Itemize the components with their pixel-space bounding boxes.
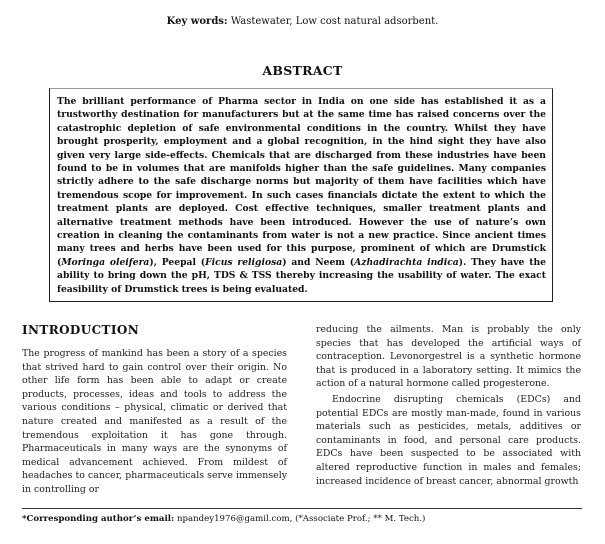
footnote-text: npandey1976@gamil.com, (*Associate Prof.; ** M. Tech.)	[176, 514, 426, 524]
species-moringa: Moringa oleifera	[61, 256, 150, 268]
abstract-title: ABSTRACT	[262, 63, 343, 78]
abstract-part-4: ). They have the ability to bring down the pH, TDS & TSS thereby increasing the usability of water. The exact feasibility of Drumstick trees is being evaluated.	[57, 256, 546, 295]
intro-right-paragraph-1: reducing the ailments. Man is probably the only species that has developed the artificial ways of contraception. Levonorgestrel is a synthetic hormone that is produced in a laboratory setting. It mimics the action of a natural hormone called progesterone.	[316, 324, 581, 390]
abstract-part-3: ) and Neem (	[282, 256, 355, 268]
abstract-part-1: The brilliant performance of Pharma sector in India on one side has established it as a trustworthy destination for manufacturers but at the same time has raised concerns over the catastrophic depletion of safe environmental conditions in the country. Whilst they have brought prosperity, employment and a global recognition, in the hind sight they have also given very large side-effects. Chemicals that are discharged from these industries have been found to be in volumes that are manifolds higher than the safe guidelines. Many companies strictly adhere to the safe discharge norms but majority of them have facilities which have tremendous scope for improvement. In such cases financials dictate the extent to which the treatment plants are deployed. Cost effective techniques, smaller treatment plants and alternative treatment methods have been introduced. However the use of nature’s own creation in cleaning the contaminants from water is not a new practice. Since ancient times many trees and herbs have been used for this purpose, prominent of which are Drumstick (	[57, 96, 546, 268]
abstract-text	[57, 95, 546, 296]
keywords-text: Wastewater, Low cost natural adsorbent.	[230, 16, 439, 27]
intro-right-paragraph-2: Endocrine disrupting chemicals (EDCs) and potential EDCs are mostly man-made, found in various materials such as pesticides, metals, additives or contaminants in food, and personal care products. EDCs have been suspected to be associated with altered reproductive function in males and females; increased incidence of breast cancer, abnormal growth	[316, 393, 581, 487]
species-azhadirachta: Azhadirachta indica	[354, 256, 459, 268]
keywords-label: Key words:	[166, 16, 228, 27]
abstract-part-2: ), Peepal (	[149, 256, 206, 268]
intro-left-paragraph: The progress of mankind has been a story of a species that strived hard to gain control over their origin. No other life form has been able to adapt or create products, processes, ideas and tools to address the various conditions – physical, climatic or derived that nature created and manifested as a result of the tremendous exploitation it has gone through. Pharmaceuticals in many ways are the synonyms of medical advancement achieved. From mildest of headaches to cancer, pharmaceuticals serve immensely in controlling or	[22, 348, 287, 495]
left-column	[22, 323, 287, 497]
species-ficus: Ficus religiosa	[205, 256, 283, 268]
footnote-divider	[22, 508, 582, 509]
footnote-label: *Corresponding author’s email:	[22, 514, 175, 524]
right-column	[316, 323, 581, 488]
abstract-box	[49, 88, 553, 302]
keywords-line	[0, 16, 605, 28]
footnote	[22, 514, 592, 525]
introduction-heading: INTRODUCTION	[22, 323, 140, 337]
